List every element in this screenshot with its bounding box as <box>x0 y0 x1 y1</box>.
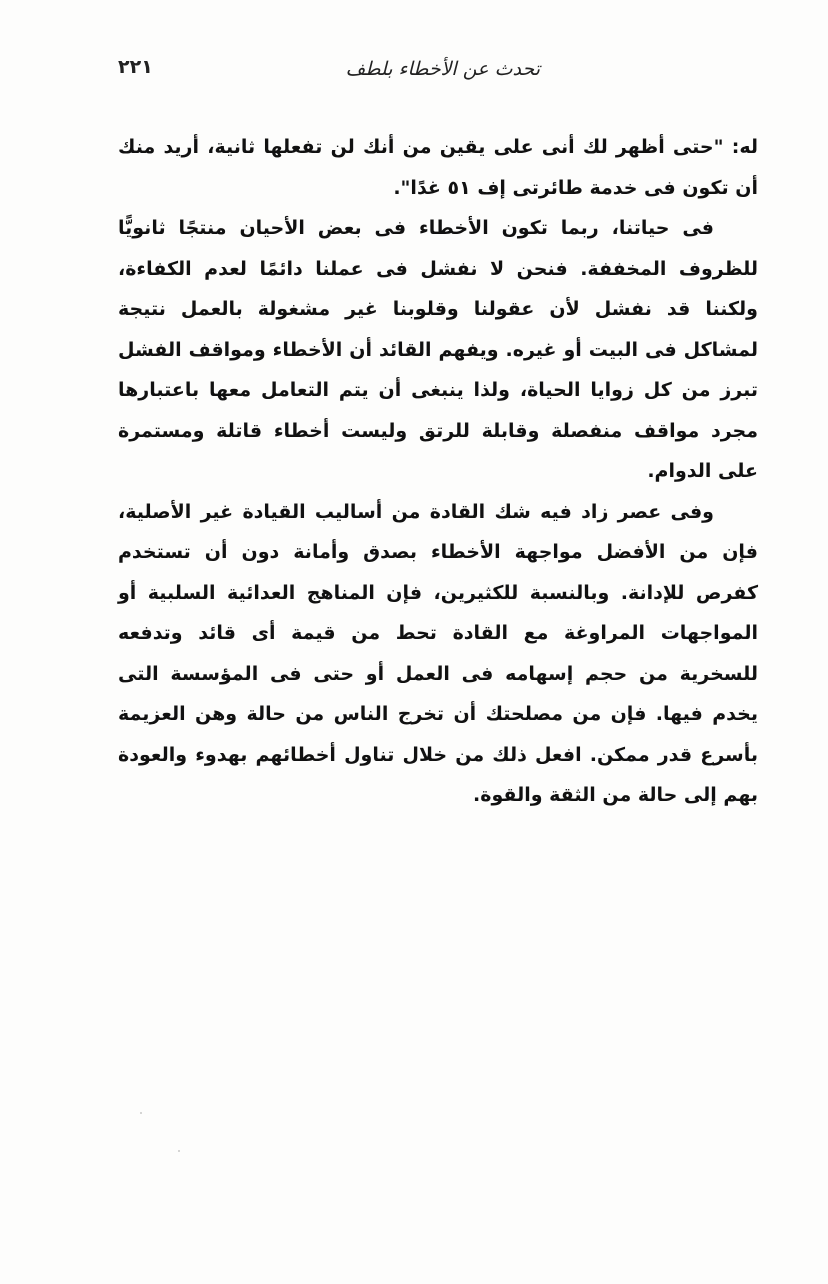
page-number: ٢٢١ <box>118 56 153 78</box>
scan-speck <box>140 1112 142 1114</box>
running-title: تحدث عن الأخطاء بلطف <box>345 58 540 80</box>
page-header <box>118 54 758 86</box>
paragraph: فى حياتنا، ربما تكون الأخطاء فى بعض الأحيان منتجًا ثانويًّا للظروف المخففة. فنحن لا نفشل فى عملنا دائمًا لعدم الكفاءة، ولكننا قد نفشل لأن عقولنا وقلوبنا غير مشغولة بالعمل نتيجة لمشاكل فى البيت أو غيره. ويفهم القائد أن الأخطاء ومواقف الفشل تبرز من كل زوايا الحياة، ولذا ينبغى أن يتم التعامل معها باعتبارها مجرد مواقف منفصلة وقابلة للرتق وليست أخطاء قاتلة ومستمرة على الدوام. <box>118 217 758 482</box>
body-text <box>118 127 758 816</box>
paragraph: وفى عصر زاد فيه شك القادة من أساليب القيادة غير الأصلية، فإن من الأفضل مواجهة الأخطاء بصدق وأمانة دون أن تستخدم كفرص للإدانة. وبالنسبة للكثيرين، فإن المناهج العدائية السلبية أو المواجهات المراوغة مع القادة تحط من قيمة أى قائد وتدفعه للسخرية من حجم إسهامه فى العمل أو حتى فى المؤسسة التى يخدم فيها. فإن من مصلحتك أن تخرج الناس من حالة وهن العزيمة بأسرع قدر ممكن. افعل ذلك من خلال تناول أخطائهم بهدوء والعودة بهم إلى حالة من الثقة والقوة. <box>118 500 758 806</box>
scan-speck <box>178 1150 180 1152</box>
paragraph: له: "حتى أظهر لك أنى على يقين من أنك لن تفعلها ثانية، أريد منك أن تكون فى خدمة طائرتى إف ٥١ غدًا". <box>118 136 758 199</box>
